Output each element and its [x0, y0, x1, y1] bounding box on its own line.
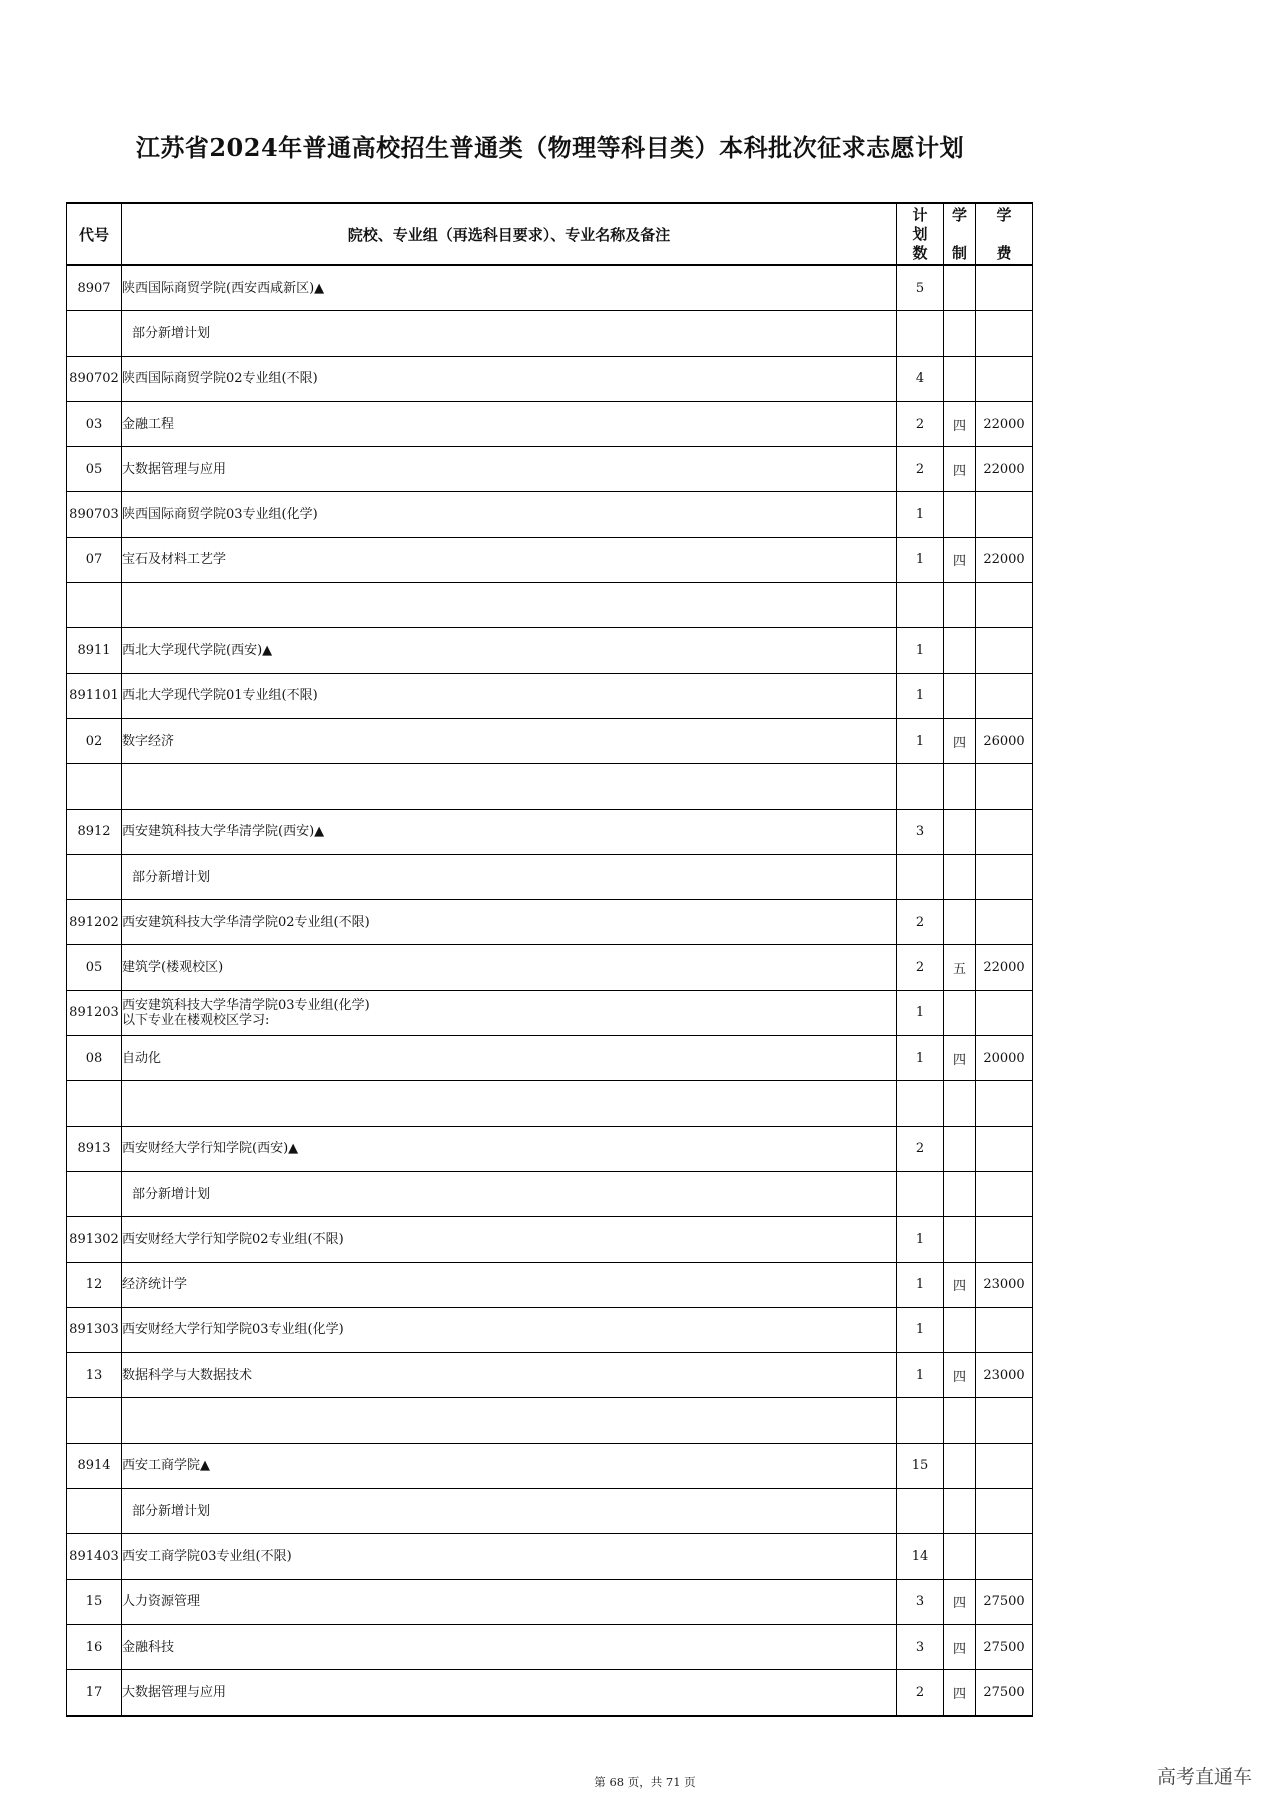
row-name	[122, 265, 897, 311]
row-name	[122, 1262, 897, 1307]
row-plan-count: 3	[897, 809, 944, 854]
row-name	[122, 1126, 897, 1171]
row-duration	[944, 628, 976, 673]
row-fee: 26000	[976, 718, 1033, 763]
row-name-line: 建筑学(楼观校区)	[122, 960, 224, 976]
row-duration: 四	[944, 1670, 976, 1716]
row-code	[67, 1489, 122, 1534]
row-name-line: 西安财经大学行知学院03专业组(化学)	[122, 1322, 344, 1338]
table-row	[67, 583, 1033, 628]
row-fee	[976, 1443, 1033, 1488]
row-name	[122, 401, 897, 446]
table-row	[67, 1307, 1033, 1352]
row-plan-count: 1	[897, 537, 944, 582]
row-code	[67, 1081, 122, 1126]
row-duration	[944, 583, 976, 628]
row-name-line: 西安建筑科技大学华清学院03专业组(化学)	[122, 997, 370, 1013]
row-duration	[944, 1443, 976, 1488]
row-fee: 22000	[976, 537, 1033, 582]
row-duration	[944, 764, 976, 809]
row-fee	[976, 1081, 1033, 1126]
row-code: 8913	[67, 1126, 122, 1171]
row-fee	[976, 583, 1033, 628]
table-row	[67, 628, 1033, 673]
row-code: 05	[67, 447, 122, 492]
table-row	[67, 1624, 1033, 1669]
row-duration: 四	[944, 1624, 976, 1669]
row-duration	[944, 1489, 976, 1534]
table-row	[67, 1217, 1033, 1262]
table-row	[67, 673, 1033, 718]
row-code: 891203	[67, 990, 122, 1035]
row-plan-count: 1	[897, 990, 944, 1035]
row-duration	[944, 492, 976, 537]
row-code: 891403	[67, 1534, 122, 1579]
row-code: 891303	[67, 1307, 122, 1352]
row-code: 08	[67, 1036, 122, 1081]
table-row	[67, 1489, 1033, 1534]
row-duration	[944, 265, 976, 311]
row-name-line: 大数据管理与应用	[122, 461, 227, 477]
row-name	[122, 1443, 897, 1488]
row-code: 03	[67, 401, 122, 446]
row-name	[122, 1036, 897, 1081]
row-name-line: 陕西国际商贸学院02专业组(不限)	[122, 371, 318, 387]
row-name	[122, 447, 897, 492]
row-name	[122, 1534, 897, 1579]
row-name-line: 西安财经大学行知学院02专业组(不限)	[122, 1231, 344, 1247]
row-code: 891202	[67, 900, 122, 945]
row-plan-count: 3	[897, 1579, 944, 1624]
row-name	[122, 1217, 897, 1262]
row-duration	[944, 1126, 976, 1171]
row-duration	[944, 311, 976, 356]
row-name	[122, 673, 897, 718]
row-duration: 四	[944, 1262, 976, 1307]
row-plan-count: 2	[897, 1670, 944, 1716]
row-fee	[976, 492, 1033, 537]
header-name: 院校、专业组（再选科目要求）、专业名称及备注	[122, 203, 897, 265]
row-plan-count: 2	[897, 900, 944, 945]
row-plan-count	[897, 1081, 944, 1126]
row-fee: 22000	[976, 401, 1033, 446]
row-code	[67, 854, 122, 899]
table-row	[67, 900, 1033, 945]
row-fee	[976, 673, 1033, 718]
row-duration	[944, 1534, 976, 1579]
row-code: 12	[67, 1262, 122, 1307]
row-plan-count: 5	[897, 265, 944, 311]
row-name	[122, 900, 897, 945]
table-row	[67, 265, 1033, 311]
row-name-line: 部分新增计划	[132, 869, 211, 885]
row-fee: 22000	[976, 945, 1033, 990]
row-plan-count	[897, 1171, 944, 1216]
row-fee: 22000	[976, 447, 1033, 492]
row-code: 15	[67, 1579, 122, 1624]
header-duration: 学 制	[944, 203, 976, 265]
row-plan-count: 1	[897, 628, 944, 673]
row-code: 890702	[67, 356, 122, 401]
header-fee: 学 费	[976, 203, 1033, 265]
row-name-line: 陕西国际商贸学院03专业组(化学)	[122, 507, 318, 523]
row-duration	[944, 673, 976, 718]
row-name-line: 西安财经大学行知学院(西安)▲	[122, 1141, 299, 1157]
table-row	[67, 492, 1033, 537]
row-plan-count: 1	[897, 1217, 944, 1262]
row-name-line: 部分新增计划	[132, 325, 211, 341]
row-fee	[976, 1126, 1033, 1171]
row-fee: 23000	[976, 1353, 1033, 1398]
row-duration	[944, 1217, 976, 1262]
row-plan-count: 1	[897, 718, 944, 763]
enrollment-plan-table	[66, 202, 1033, 1717]
row-code: 8914	[67, 1443, 122, 1488]
row-fee	[976, 900, 1033, 945]
row-name	[122, 1398, 897, 1443]
row-plan-count	[897, 583, 944, 628]
table-row	[67, 1398, 1033, 1443]
row-name	[122, 628, 897, 673]
row-code	[67, 764, 122, 809]
row-code: 13	[67, 1353, 122, 1398]
row-name-line: 西北大学现代学院(西安)▲	[122, 643, 273, 659]
row-code: 16	[67, 1624, 122, 1669]
row-name-line: 金融工程	[122, 416, 175, 432]
page-footer: 第 68 页，共 71 页	[594, 1775, 696, 1789]
row-name-line: 经济统计学	[122, 1277, 188, 1293]
row-name	[122, 356, 897, 401]
row-duration	[944, 1307, 976, 1352]
row-fee	[976, 809, 1033, 854]
row-plan-count: 2	[897, 401, 944, 446]
row-fee	[976, 265, 1033, 311]
row-fee	[976, 311, 1033, 356]
table-row	[67, 1443, 1033, 1488]
table-header-row	[67, 203, 1033, 265]
row-name-line: 西安工商学院03专业组(不限)	[122, 1548, 292, 1564]
row-fee	[976, 1489, 1033, 1534]
row-duration	[944, 900, 976, 945]
row-duration	[944, 990, 976, 1035]
row-name-line: 大数据管理与应用	[122, 1684, 227, 1700]
row-name	[122, 537, 897, 582]
row-name	[122, 311, 897, 356]
row-plan-count: 1	[897, 1262, 944, 1307]
row-duration: 五	[944, 945, 976, 990]
row-code	[67, 311, 122, 356]
row-fee	[976, 1171, 1033, 1216]
row-fee: 27500	[976, 1579, 1033, 1624]
row-name	[122, 1579, 897, 1624]
row-fee	[976, 1398, 1033, 1443]
row-name-line: 部分新增计划	[132, 1186, 211, 1202]
row-name-line: 陕西国际商贸学院(西安西咸新区)▲	[122, 280, 325, 296]
row-fee	[976, 1307, 1033, 1352]
row-name	[122, 764, 897, 809]
row-name-line: 数字经济	[122, 733, 175, 749]
row-code	[67, 1171, 122, 1216]
row-plan-count: 15	[897, 1443, 944, 1488]
row-duration: 四	[944, 1579, 976, 1624]
table-row	[67, 1036, 1033, 1081]
row-fee	[976, 764, 1033, 809]
row-plan-count: 1	[897, 1353, 944, 1398]
row-plan-count	[897, 311, 944, 356]
row-code: 8907	[67, 265, 122, 311]
row-duration	[944, 1398, 976, 1443]
row-code: 05	[67, 945, 122, 990]
row-name-line: 自动化	[122, 1050, 162, 1066]
row-name	[122, 1489, 897, 1534]
row-duration: 四	[944, 401, 976, 446]
row-name	[122, 583, 897, 628]
row-code: 890703	[67, 492, 122, 537]
row-duration: 四	[944, 447, 976, 492]
table-row	[67, 764, 1033, 809]
row-name	[122, 492, 897, 537]
table-row	[67, 356, 1033, 401]
table-row	[67, 447, 1033, 492]
row-code: 17	[67, 1670, 122, 1716]
row-code: 8911	[67, 628, 122, 673]
row-name	[122, 1171, 897, 1216]
table-row	[67, 311, 1033, 356]
row-plan-count	[897, 1489, 944, 1534]
row-name-line: 西安工商学院▲	[122, 1458, 210, 1474]
row-code: 07	[67, 537, 122, 582]
row-name-line: 数据科学与大数据技术	[122, 1367, 253, 1383]
table-row	[67, 1534, 1033, 1579]
row-fee: 20000	[976, 1036, 1033, 1081]
row-name	[122, 1081, 897, 1126]
row-code: 8912	[67, 809, 122, 854]
table-row	[67, 1171, 1033, 1216]
row-name-line: 部分新增计划	[132, 1503, 211, 1519]
row-name	[122, 1624, 897, 1669]
row-plan-count: 14	[897, 1534, 944, 1579]
row-duration	[944, 1081, 976, 1126]
row-name-line: 西北大学现代学院01专业组(不限)	[122, 688, 318, 704]
row-fee	[976, 1217, 1033, 1262]
page-title: 江苏省2024年普通高校招生普通类（物理等科目类）本科批次征求志愿计划	[135, 133, 965, 162]
row-duration: 四	[944, 537, 976, 582]
table-row	[67, 854, 1033, 899]
row-name	[122, 1670, 897, 1716]
row-code: 02	[67, 718, 122, 763]
row-code: 891302	[67, 1217, 122, 1262]
row-duration	[944, 1171, 976, 1216]
table-row	[67, 990, 1033, 1035]
row-name	[122, 809, 897, 854]
table-row	[67, 809, 1033, 854]
row-fee	[976, 1534, 1033, 1579]
table-row	[67, 1353, 1033, 1398]
row-plan-count: 1	[897, 1307, 944, 1352]
table-row	[67, 1126, 1033, 1171]
row-name	[122, 854, 897, 899]
row-name-line: 西安建筑科技大学华清学院(西安)▲	[122, 824, 325, 840]
row-code	[67, 583, 122, 628]
table-row	[67, 1579, 1033, 1624]
row-fee	[976, 356, 1033, 401]
row-plan-count: 1	[897, 1036, 944, 1081]
row-plan-count	[897, 854, 944, 899]
row-plan-count: 2	[897, 447, 944, 492]
row-plan-count: 2	[897, 1126, 944, 1171]
row-fee	[976, 628, 1033, 673]
row-name	[122, 1353, 897, 1398]
row-code	[67, 1398, 122, 1443]
table-row	[67, 537, 1033, 582]
row-duration: 四	[944, 1353, 976, 1398]
row-name	[122, 1307, 897, 1352]
row-duration	[944, 854, 976, 899]
row-plan-count	[897, 1398, 944, 1443]
table-row	[67, 1081, 1033, 1126]
row-fee: 23000	[976, 1262, 1033, 1307]
row-name	[122, 718, 897, 763]
row-plan-count: 4	[897, 356, 944, 401]
watermark: 高考直通车	[1156, 1766, 1252, 1788]
row-name-line: 宝石及材料工艺学	[122, 552, 227, 568]
row-fee: 27500	[976, 1670, 1033, 1716]
row-fee	[976, 990, 1033, 1035]
row-duration	[944, 356, 976, 401]
row-duration	[944, 809, 976, 854]
row-fee: 27500	[976, 1624, 1033, 1669]
row-plan-count: 3	[897, 1624, 944, 1669]
row-name-line: 金融科技	[122, 1639, 175, 1655]
table-row	[67, 945, 1033, 990]
row-code: 891101	[67, 673, 122, 718]
row-plan-count: 1	[897, 492, 944, 537]
header-code: 代号	[67, 203, 122, 265]
table-row	[67, 1670, 1033, 1716]
row-name-line: 人力资源管理	[122, 1594, 201, 1610]
row-duration: 四	[944, 1036, 976, 1081]
table-row	[67, 401, 1033, 446]
row-name-line: 西安建筑科技大学华清学院02专业组(不限)	[122, 914, 370, 930]
row-name-line: 以下专业在楼观校区学习:	[122, 1012, 270, 1028]
row-plan-count	[897, 764, 944, 809]
table-row	[67, 718, 1033, 763]
row-name	[122, 990, 897, 1035]
row-plan-count: 1	[897, 673, 944, 718]
table-row	[67, 1262, 1033, 1307]
row-name	[122, 945, 897, 990]
row-plan-count: 2	[897, 945, 944, 990]
header-plan-count: 计 划 数	[897, 203, 944, 265]
row-fee	[976, 854, 1033, 899]
row-duration: 四	[944, 718, 976, 763]
